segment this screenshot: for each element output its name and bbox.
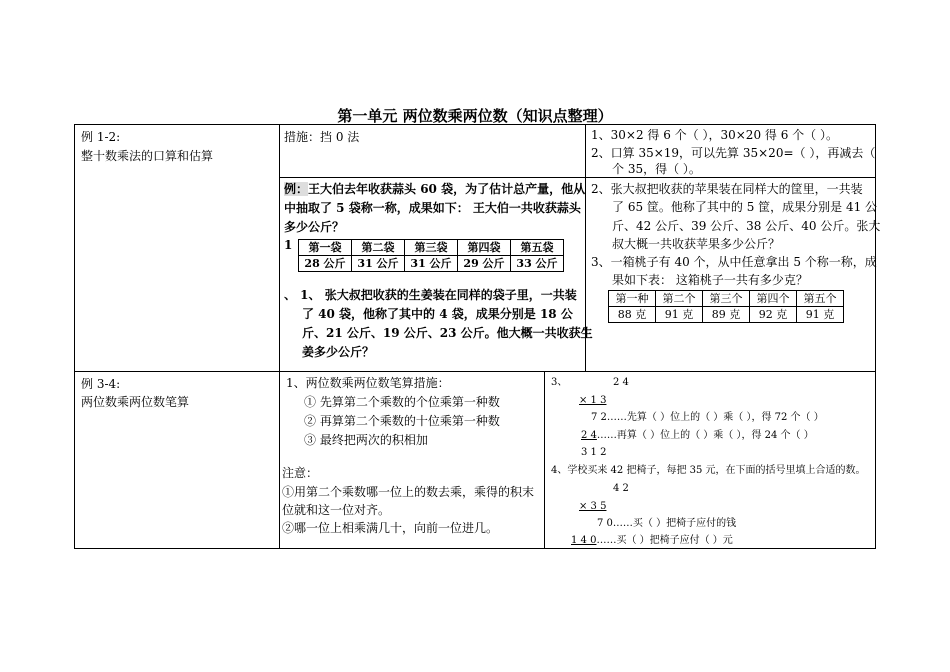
calc4-partial1: 7 0 xyxy=(597,518,613,529)
apple-question-line3: 斤、42 公斤、39 公斤、38 公斤、40 公斤。张大 xyxy=(612,219,881,233)
calc3-multiplier: × 1 3 xyxy=(579,395,607,406)
section2-topic: 两位数乘两位数笔算 xyxy=(81,395,190,409)
calc4-partial1-text: ……买（ ）把椅子应付的钱 xyxy=(612,518,737,529)
calc4-top-number: 4 2 xyxy=(613,483,629,494)
exercise1-line3: 斤、21 公斤、19 公斤、23 公斤。他大概一共收获生 xyxy=(302,326,593,340)
method-title: 1、两位数乘两位数笔算措施： xyxy=(286,376,450,390)
section1-questions-cell xyxy=(585,124,876,178)
example-line3: 多少公斤？ xyxy=(284,220,345,234)
question1: 1、30×2 得 6 个（ ），30×20 得 6 个（ ）。 xyxy=(591,128,838,142)
section2-method-cell xyxy=(279,371,545,549)
example-line1: 王大伯去年收获蒜头 60 袋，为了估计总产量，他从 xyxy=(308,182,586,196)
question4: 4、学校买来 42 把椅子，每把 35 元，在下面的括号里填上合适的数。 xyxy=(551,465,866,476)
peach-table-header-row xyxy=(609,291,844,307)
method-step3: ③ 最终把两次的积相加 xyxy=(304,433,428,447)
section1-strategy-cell xyxy=(279,124,586,178)
garlic-value-3: 31 公斤 xyxy=(405,256,458,272)
calc3-partial2: 2 4 xyxy=(581,430,597,441)
calc3-result: 3 1 2 xyxy=(581,447,607,458)
peach-value-2: 91 克 xyxy=(656,307,703,323)
example-line2: 中抽取了 5 袋称一称，成果如下： 王大伯一共收获蒜头 xyxy=(284,201,581,215)
note2: ②哪一位上相乘满几十，向前一位进几。 xyxy=(282,521,499,535)
peach-header-2: 第二个 xyxy=(656,291,703,307)
calc4-partial2-text: ……买（ ）把椅子应付（ ）元 xyxy=(596,535,733,546)
peach-value-4: 92 克 xyxy=(750,307,797,323)
apple-question-line1: 2、张大叔把收获的苹果装在同样大的筐里，一共装 xyxy=(591,182,863,196)
exercise1-line1: 、 1、 张大叔把收获的生姜装在同样的袋子里，一共装 xyxy=(284,288,577,302)
exercise1-line4: 姜多少公斤？ xyxy=(302,345,375,359)
peach-table xyxy=(608,290,844,323)
section1-example-label: 例 1-2: xyxy=(81,130,121,144)
table-marker: 1 xyxy=(284,238,293,252)
method-step1: ① 先算第二个乘数的个位乘第一种数 xyxy=(304,395,500,409)
garlic-header-4: 第四袋 xyxy=(458,240,511,256)
question2-line1: 2、口算 35×19，可以先算 35×20=（ ），再减去（ xyxy=(591,146,876,160)
calc3-partial1-text: ……先算（ ）位上的（ ）乘（ ），得 72 个（ ） xyxy=(606,412,824,423)
peach-value-5: 91 克 xyxy=(797,307,844,323)
peach-header-1: 第一种 xyxy=(609,291,656,307)
note1-line1: ①用第二个乘数哪一位上的数去乘，乘得的积末 xyxy=(282,485,535,499)
garlic-header-3: 第三袋 xyxy=(405,240,458,256)
method-step2: ② 再算第二个乘数的十位乘第一种数 xyxy=(304,414,500,428)
garlic-value-4: 29 公斤 xyxy=(458,256,511,272)
exercise1-line2: 了 40 袋，他称了其中的 4 袋，成果分别是 18 公 xyxy=(302,307,573,321)
calc3-label: 3、 xyxy=(551,377,568,388)
calc4-partial2: 1 4 0 xyxy=(571,535,597,546)
garlic-header-1: 第一袋 xyxy=(299,240,352,256)
apple-question-line2: 了 65 筐。他称了其中的 5 筐，成果分别是 41 公 xyxy=(612,200,878,214)
calc4-multiplier: × 3 5 xyxy=(579,501,607,512)
garlic-header-2: 第二袋 xyxy=(352,240,405,256)
peach-header-3: 第三个 xyxy=(703,291,750,307)
garlic-value-5: 33 公斤 xyxy=(511,256,564,272)
section1-exercises-cell xyxy=(585,177,881,372)
peach-header-4: 第四个 xyxy=(750,291,797,307)
garlic-value-2: 31 公斤 xyxy=(352,256,405,272)
page-title: 第一单元 两位数乘两位数（知识点整理） xyxy=(337,107,613,125)
peach-question-line1: 3、一箱桃子有 40 个，从中任意拿出 5 个称一称，成 xyxy=(591,255,877,269)
section2-calc-cell xyxy=(544,371,876,549)
garlic-table-value-row xyxy=(299,256,564,272)
garlic-table-header-row xyxy=(299,240,564,256)
apple-question-line4: 叔大概一共收获苹果多少公斤？ xyxy=(612,237,781,251)
section1-example-cell xyxy=(279,177,593,372)
calc3-partial2-text: ……再算（ ）位上的（ ）乘（ ），得 24 个（ ） xyxy=(596,430,814,441)
garlic-table xyxy=(298,239,564,272)
note-title: 注意： xyxy=(282,466,319,480)
peach-value-3: 89 克 xyxy=(703,307,750,323)
calc3-partial1: 7 2 xyxy=(591,412,607,423)
section1-topic: 整十数乘法的口算和估算 xyxy=(81,149,214,163)
peach-value-1: 88 克 xyxy=(609,307,656,323)
garlic-header-5: 第五袋 xyxy=(511,240,564,256)
calc3-top-number: 2 4 xyxy=(613,377,629,388)
garlic-value-1: 28 公斤 xyxy=(299,256,352,272)
peach-question-line2: 果如下表： 这箱桃子一共有多少克？ xyxy=(612,273,808,287)
example-prefix: 例： xyxy=(284,182,309,196)
section2-example-label: 例 3-4: xyxy=(81,377,121,391)
strategy-text: 措施：挡 0 法 xyxy=(284,130,360,144)
section2-label-cell xyxy=(74,371,280,549)
section1-label-cell xyxy=(74,124,280,372)
question2-line2: 个 35，得（ ）。 xyxy=(612,162,701,176)
peach-table-value-row xyxy=(609,307,844,323)
note1-line2: 位就和这一位对齐。 xyxy=(282,503,391,517)
peach-header-5: 第五个 xyxy=(797,291,844,307)
